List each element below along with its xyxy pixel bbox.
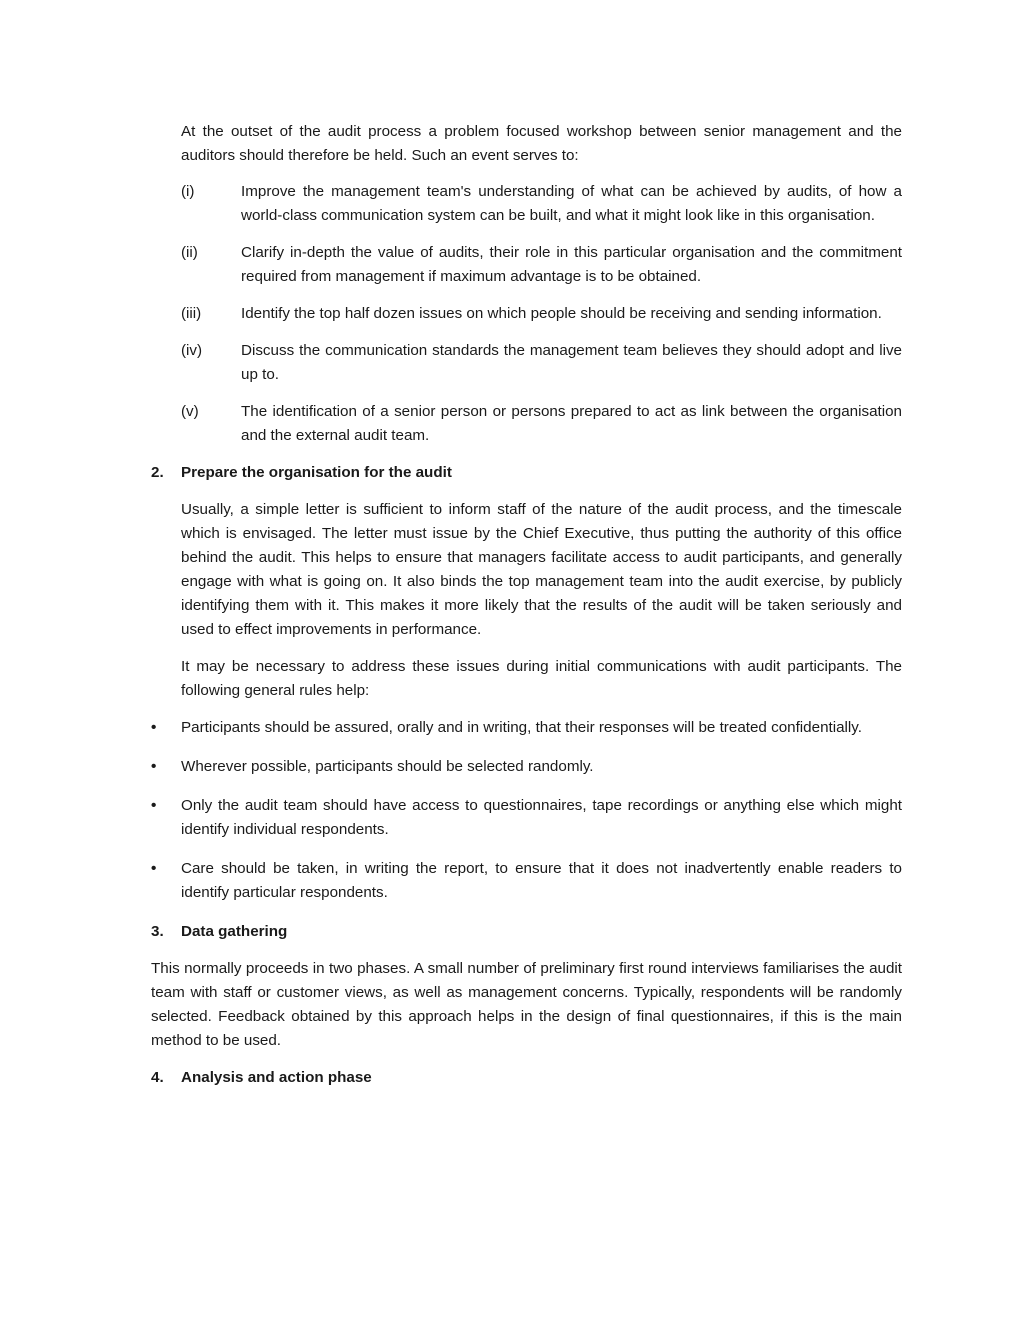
list-item: [181, 400, 902, 448]
list-item-text: Identify the top half dozen issues on which people should be receiving and sending information.: [241, 305, 882, 322]
list-item: [151, 794, 902, 842]
list-item-text: Improve the management team's understanding of what can be achieved by audits, of how a world-class communication system can be built, and what it might look like in this organisation.: [241, 183, 902, 224]
bullet-icon: •: [151, 758, 157, 775]
intro-paragraph: At the outset of the audit process a problem focused workshop between senior management and the auditors should therefore be held. Such an event serves to:: [181, 123, 902, 164]
list-item: [181, 241, 902, 289]
section-3-heading: [151, 920, 902, 944]
roman-numeral-list: [151, 180, 902, 448]
list-item: [181, 180, 902, 228]
section-number: 2.: [151, 464, 164, 481]
section-4-heading: [151, 1066, 902, 1090]
list-item-text: Care should be taken, in writing the report, to ensure that it does not inadvertently enable readers to identify particular respondents.: [181, 860, 902, 901]
list-item: [181, 302, 902, 326]
page-content: [151, 120, 902, 1103]
list-item: [151, 755, 902, 779]
list-marker: (ii): [181, 244, 198, 261]
list-item: [181, 339, 902, 387]
list-item: [151, 716, 902, 740]
list-marker: (iv): [181, 342, 203, 359]
list-marker: (iii): [181, 305, 202, 322]
section-title: Data gathering: [181, 923, 288, 940]
bullet-list: [151, 716, 902, 905]
list-marker: (v): [181, 403, 199, 420]
list-item-text: Participants should be assured, orally and in writing, that their responses will be treated confidentially.: [181, 719, 862, 736]
section-number: 4.: [151, 1069, 164, 1086]
section-2-paragraph-2: It may be necessary to address these issues during initial communications with audit participants. The following general rules help:: [181, 658, 902, 699]
bullet-icon: •: [151, 719, 157, 736]
list-item-text: Clarify in-depth the value of audits, their role in this particular organisation and the commitment required from management if maximum advantage is to be obtained.: [241, 244, 902, 285]
list-item-text: Only the audit team should have access to questionnaires, tape recordings or anything else which might identify individual respondents.: [181, 797, 902, 838]
list-item-text: Wherever possible, participants should be selected randomly.: [181, 758, 594, 775]
bullet-icon: •: [151, 860, 157, 877]
section-2-paragraph-1: Usually, a simple letter is sufficient to inform staff of the nature of the audit process, and the timescale which is envisaged. The letter must issue by the Chief Executive, thus putting the authority of this office behind the audit. This helps to ensure that managers facilitate access to audit participants, and generally engage with what is going on. It also binds the top management team into the audit exercise, by publicly identifying them with it. This makes it more likely that the results of the audit will be taken seriously and used to effect improvements in performance.: [181, 501, 902, 638]
section-3-paragraph: This normally proceeds in two phases. A small number of preliminary first round interviews familiarises the audit team with staff or customer views, as well as management concerns. Typically, respondents will be randomly selected. Feedback obtained by this approach helps in the design of final questionnaires, if this is the main method to be used.: [151, 960, 902, 1049]
list-marker: (i): [181, 183, 195, 200]
list-item-text: Discuss the communication standards the management team believes they should adopt and live up to.: [241, 342, 902, 383]
section-2-heading: [151, 461, 902, 485]
section-number: 3.: [151, 923, 164, 940]
section-title: Analysis and action phase: [181, 1069, 372, 1086]
bullet-icon: •: [151, 797, 157, 814]
list-item-text: The identification of a senior person or persons prepared to act as link between the organisation and the external audit team.: [241, 403, 902, 444]
list-item: [151, 857, 902, 905]
section-title: Prepare the organisation for the audit: [181, 464, 452, 481]
